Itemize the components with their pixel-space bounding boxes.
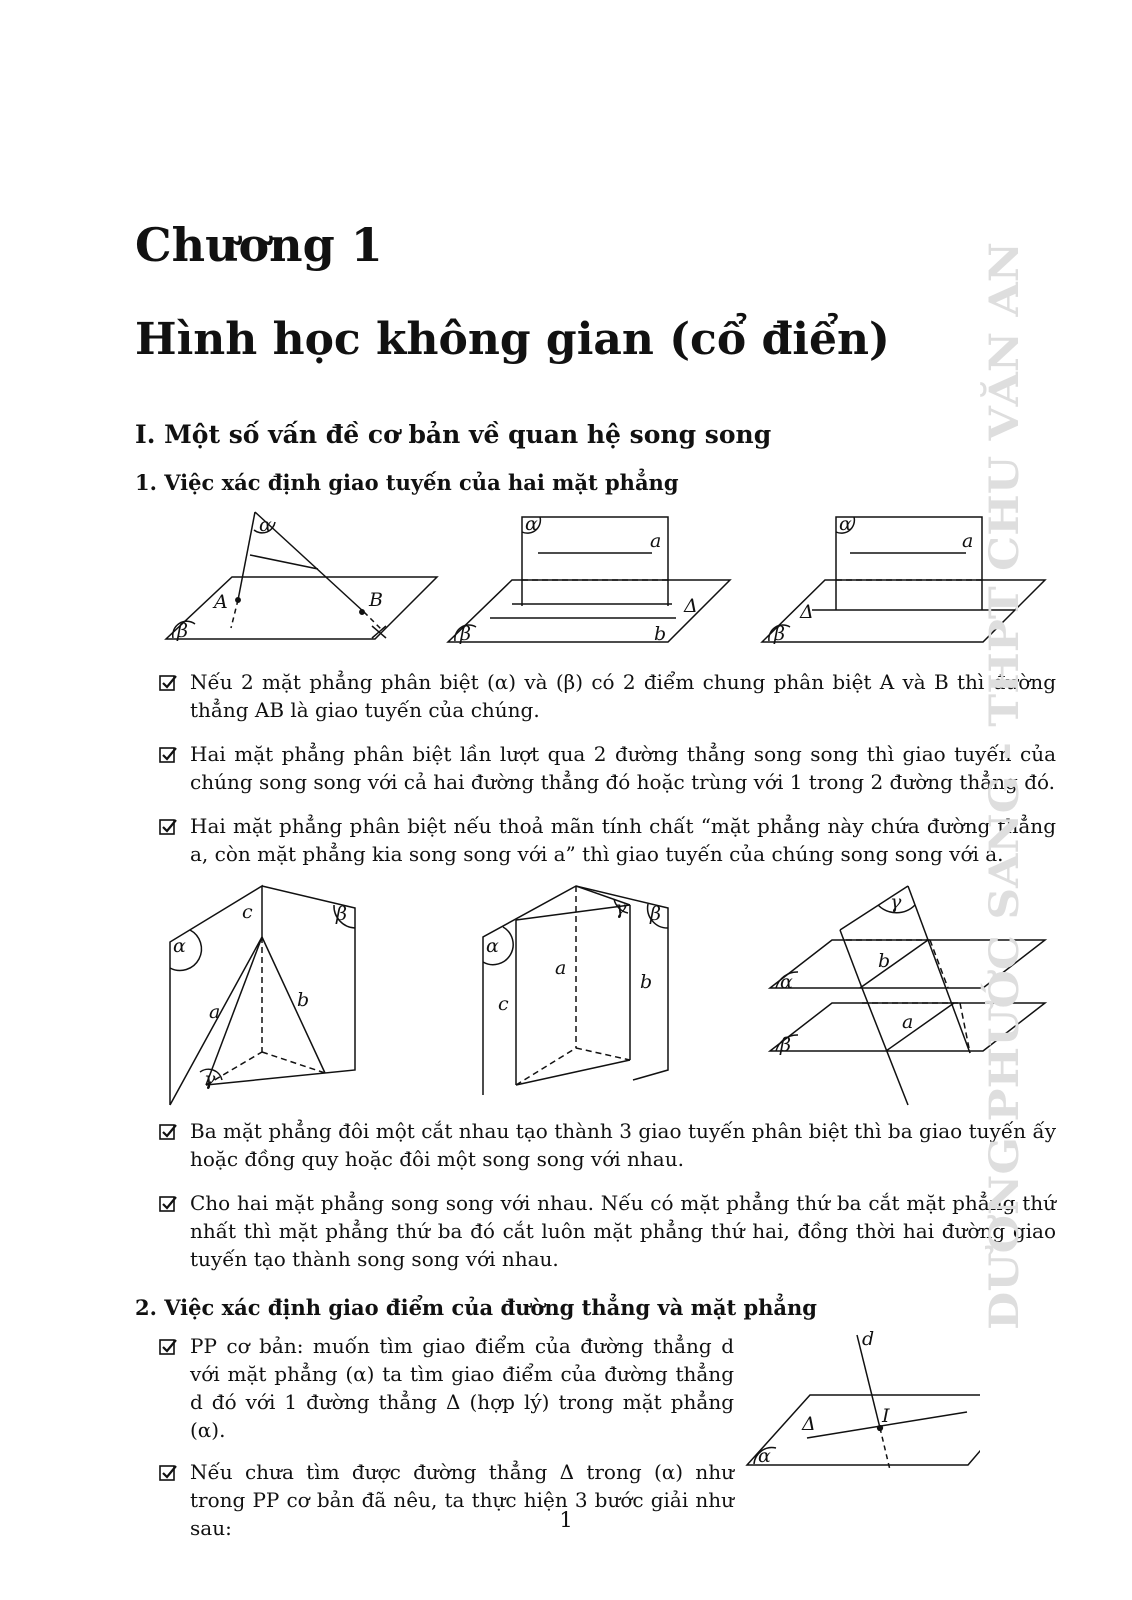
label-B: B (369, 589, 383, 611)
label-c: c (498, 993, 509, 1015)
label-d: d (862, 1328, 875, 1350)
label-a: a (650, 530, 662, 552)
list-item-text: Hai mặt phẳng phân biệt lần lượt qua 2 đường thẳng song song thì giao tuyến của chúng song song với cả hai đường thẳng đó hoặc trùng với 1 trong 2 đường thẳng đó. (190, 742, 1056, 794)
label-b: b (878, 950, 891, 972)
label-alpha: α (758, 1445, 771, 1467)
figure-row-2 (160, 880, 1060, 1110)
page-number: 1 (559, 1508, 573, 1532)
figure-planes-intersect-AB (166, 512, 437, 639)
list-item (158, 1189, 1056, 1273)
list-item (158, 668, 1056, 724)
label-beta: β (177, 620, 188, 642)
list-item-text: Ba mặt phẳng đôi một cắt nhau tạo thành 3 giao tuyến phân biệt thì ba giao tuyến ấy hoặc đồng quy hoặc đôi một song song với nhau. (190, 1119, 1056, 1171)
list-item (158, 1332, 734, 1444)
list-item-text: Nếu 2 mặt phẳng phân biệt (α) và (β) có 2 điểm chung phân biệt A và B thì đường thẳng AB là giao tuyến của chúng. (190, 670, 1056, 722)
list-item-text: Cho hai mặt phẳng song song với nhau. Nếu có mặt phẳng thứ ba cắt mặt phẳng thứ nhất thì mặt phẳng thứ ba đó cắt luôn mặt phẳng thứ hai, đồng thời hai đường giao tuyến tạo thành song song với nhau. (190, 1191, 1056, 1271)
label-a: a (962, 530, 974, 552)
watermark (974, 240, 1034, 1330)
label-A: A (214, 591, 228, 613)
label-beta: β (650, 903, 661, 925)
checkbox-checked-icon (158, 817, 178, 837)
label-beta: β (336, 903, 347, 925)
figure-row-1 (160, 510, 1060, 650)
figure-line-plane-intersection (740, 1325, 980, 1485)
figure-three-planes-concurrent (170, 886, 355, 1105)
list-item (158, 812, 1056, 868)
label-beta: β (774, 623, 785, 645)
checkbox-checked-icon (158, 673, 178, 693)
label-b: b (297, 989, 310, 1011)
label-alpha: α (839, 513, 852, 535)
list-item-text: Nếu chưa tìm được đường thẳng Δ trong (α) như trong PP cơ bản đã nêu, ta thực hiện 3 bước giải như sau: (190, 1460, 734, 1540)
checkbox-checked-icon (158, 1122, 178, 1142)
label-beta: β (780, 1034, 791, 1056)
section-heading: I. Một số vấn đề cơ bản về quan hệ song song (135, 420, 772, 449)
label-a: a (209, 1001, 221, 1023)
checkbox-checked-icon (158, 1463, 178, 1483)
list-item-text: Hai mặt phẳng phân biệt nếu thoả mãn tính chất “mặt phẳng này chứa đường thẳng a, còn mặt phẳng kia song song với a” thì giao tuyến của chúng song song với a. (190, 814, 1056, 866)
label-gamma: γ (204, 1068, 216, 1090)
label-alpha: α (486, 935, 499, 957)
label-delta: Δ (802, 1413, 816, 1435)
checkbox-checked-icon (158, 745, 178, 765)
label-alpha: α (173, 935, 186, 957)
label-delta: Δ (684, 595, 698, 617)
label-alpha: α (259, 514, 272, 536)
label-beta: β (460, 623, 471, 645)
list-item (158, 1117, 1056, 1173)
subsection-heading-1: 1. Việc xác định giao tuyến của hai mặt phẳng (135, 470, 679, 495)
checkbox-checked-icon (158, 1337, 178, 1357)
checkbox-checked-icon (158, 1194, 178, 1214)
chapter-title: Hình học không gian (cổ điển) (135, 314, 890, 365)
label-delta: Δ (800, 601, 814, 623)
label-alpha: α (525, 513, 538, 535)
bullet-list-three-planes (158, 1117, 1056, 1289)
subsection-heading-2: 2. Việc xác định giao điểm của đường thẳng và mặt phẳng (135, 1295, 817, 1320)
label-alpha: α (780, 971, 793, 993)
figure-parallel-lines-a-b (448, 517, 730, 642)
label-I: I (882, 1405, 890, 1427)
list-item-text: PP cơ bản: muốn tìm giao điểm của đường thẳng d với mặt phẳng (α) ta tìm giao điểm của đường thẳng d đó với 1 đường thẳng Δ (hợp lý) trong mặt phẳng (α). (190, 1334, 734, 1442)
label-b: b (654, 623, 667, 645)
label-c: c (242, 901, 253, 923)
list-item (158, 740, 1056, 796)
bullet-list-intersection-rules (158, 668, 1056, 884)
watermark-text: DƯƠNG PHƯỚC SANG - THPT CHU VĂN AN (981, 342, 1028, 1330)
chapter-heading: Chương 1 (135, 218, 383, 272)
label-b: b (640, 971, 653, 993)
label-a: a (902, 1011, 914, 1033)
label-gamma: γ (890, 891, 902, 913)
label-gamma: γ (615, 897, 627, 919)
label-a: a (555, 957, 567, 979)
